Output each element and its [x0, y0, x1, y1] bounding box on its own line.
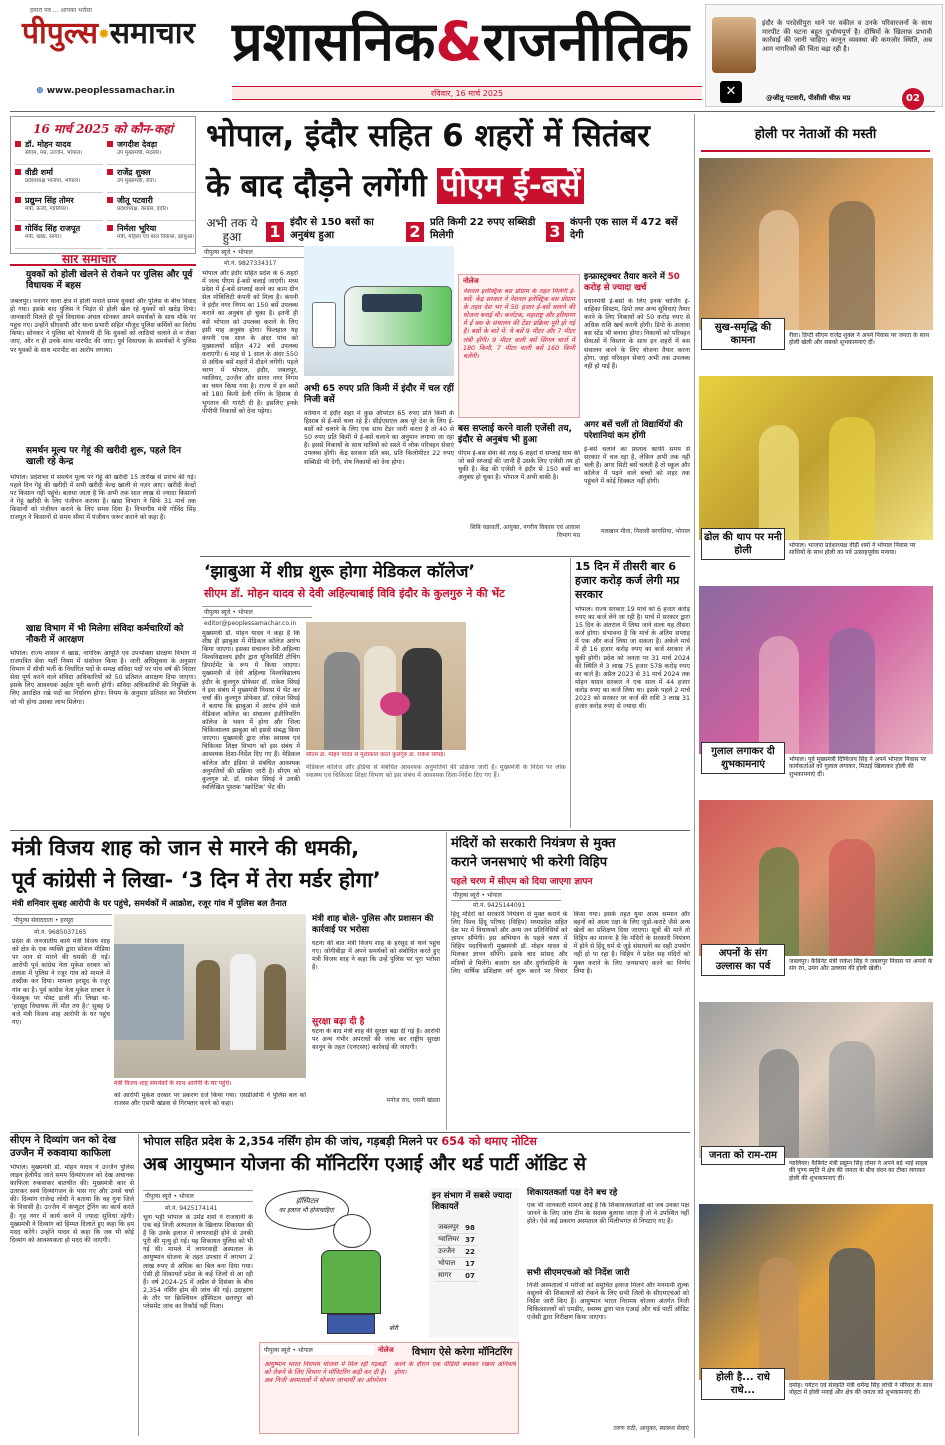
quote-by: सिबि चक्रवर्ती, आयुक्त, नगरीय विकास एवं आवास विभाग मप्र	[470, 524, 580, 539]
saar-samachar	[10, 246, 196, 718]
jhabua-byline	[202, 606, 312, 618]
kaun-kahan-title: 16 मार्च 2025 को कौन-कहां	[33, 122, 173, 136]
students-head: अगर बसें चलीं तो विद्यार्थियों की परेशानियां कम होंगी	[584, 420, 683, 441]
bullet-icon	[107, 197, 113, 203]
notes-tag: नोलेज	[463, 277, 479, 285]
directive-by: तरुण राठी, आयुक्त, स्वास्थ्य सेवाएं	[613, 1425, 689, 1432]
holi-photo	[699, 1002, 933, 1158]
holi-column	[694, 114, 936, 1438]
security-body: घटना के बाद मंत्री शाह की सुरक्षा बढ़ा दी गई है। आरोपी पर अन्य गंभीर अपराधों की जांच कर राष्ट्रीय सुरक्षा कानून के तहत (एनएसए) कार्रवाई की जाएगी।	[312, 1028, 440, 1052]
divyang-body: भोपाल। मुख्यमंत्री डॉ. मोहन यादव ने उज्जैन पुलिस लाइन हेलीपैड जाते समय दिव्यांगजन को देख अचानक काफिला रुकवाकर बातचीत की। मुख्यमंत्री कार से उतरकर स्वयं दिव्यांगजन के पास गए और उनसे चर्चा की। दिव्यांग राजेन्द्र लोधी ने बताया कि वह गुना जिले के निवासी है। उज्जैन में कंप्यूटर ट्रेनिंग का कार्य करते हैं। गृह नगर में कार्य करने में ज्यादा सुविधा रहेगी। मुख्यमंत्री ने दिव्यांग को हिम्मत दिलाते हुए कहा कि हम मदद करेंगे। उन्होंने यादव से कहा कि जब भी कोई दिव्यांग को आवश्यकता हो मदद की जाएगी।	[10, 1164, 134, 1244]
brand-logo	[22, 16, 195, 53]
infra-head	[584, 272, 690, 294]
people-grid	[15, 139, 193, 251]
stats-row	[435, 1270, 478, 1282]
security-head: सुरक्षा बढ़ा दी है	[312, 1017, 365, 1027]
masthead-divider	[10, 111, 935, 112]
stats-row	[435, 1222, 478, 1234]
lead-col2: वर्तमान में इंदौर शहर में कुछ ऑपरेटर 65 रुपए प्रति किमी के हिसाब से ई-बसें चला रहे हैं। सीईएसएल अब पूरे देश के लिए ई-बसों को चलाने के लिए एक साथ टेंडर जारी करता है तो 40 से 50 रुपए प्रति किमी में ई-बसें चलाने का अनुमान लगाया जा रहा है। इससे निकायों के साथ यात्रियों को सस्ते में लोक परिवहन सेवाएं उपलब्ध होंगी। केंद्र सरकार प्रति बस, प्रति किलोमीटर 22 रुपए सब्सिडी भी देगी, शेष निकायों को देना होगा।	[304, 410, 454, 466]
directive-body: निजी अस्पतालों में मरीजों को समुचित इलाज मिलने और मनमानी शुल्क वसूलने की शिकायतों को रोकने के लिए सभी जिलों के सीएमएचओ को निर्देश जारी किए हैं। आयुष्मान भारत निरामय योजना अंतर्गत निजी चिकित्सालयों को एमडीए, स्वस्थ्य द्वारा पात्र एआई और थर्ड पार्टी ऑडिट एजेंसी द्वारा निरीक्षण किया जाएगा।	[527, 1282, 689, 1322]
cartoon	[259, 1188, 425, 1338]
holi-item	[699, 800, 933, 996]
section-title-1: प्रशासनिक	[232, 10, 436, 73]
stats-value: 98	[462, 1222, 478, 1234]
person-name: वीडी शर्मा	[25, 168, 53, 177]
point-number: 3	[546, 222, 564, 242]
person-role: सीएम, मप्र, उज्जैन, भोपाल।	[25, 150, 83, 156]
jhabua-body: मुख्यमंत्री डॉ. मोहन यादव ने कहा है कि शीघ्र ही झाबुआ में मेडिकल कॉलेज आरंभ किया जाएगा। इसका संचालन देवी अहिल्या विश्वविद्यालय इंदौर द्वारा यूनिवर्सिटी टीचिंग डिपार्टमेंट के रूप में किया जाएगा। मुख्यमंत्री से देवी अहिल्या विश्वविद्यालय इंदौर के कुलगुरु प्रोफेसर डॉ. राकेश सिंघई ने इस संबंध में मुख्यमंत्री निवास में भेंट कर चर्चा की। कुलगुरु प्रोफेसर डॉ. राकेश सिंघई ने बताया कि झाबुआ में आरंभ होने वाले मेडिकल कॉलेज का संचालन इंजीनियरिंग कॉलेज के भवन में होगा और जिला चिकित्सालय झाबुआ को इससे संबद्ध किया जाएगा। मुख्यमंत्री द्वारा लोक स्वास्थ्य एवं चिकित्सा शिक्षा विभाग को इस संबंध में आवश्यक दिशा-निर्देश दिए गए हैं। मेडिकल कॉलेज और इंडिया से संबंधित आवश्यक अनुमतियों की प्रक्रिया जारी है। सीएम को कुलगुरु प्रो. डॉ. राकेश सिंघई ने उनकी स्वलिखित पुस्तक ‘स्क्रोटिक’ भेंट की।	[202, 630, 300, 791]
jhabua-body-2: मेडिकल कॉलेज और इंडिया से संबंधित आवश्यक अनुमतियों की प्रक्रिया जारी है। मुख्यमंत्री के निर्देश पर लोक स्वास्थ्य एवं चिकित्सा शिक्षा विभाग को इस संबंध में आवश्यक दिशा-निर्देश दिए गए हैं।	[306, 764, 566, 780]
holi-photo-figure	[759, 847, 799, 956]
nursing-head-1b: 654 को थमाए नोटिस	[441, 1135, 537, 1148]
bullet-icon	[107, 141, 113, 147]
note-tag: नोलेज	[378, 1346, 394, 1354]
person-entry	[107, 195, 195, 221]
lead-headline-1: भोपाल, इंदौर सहित 6 शहरों में सितंबर	[206, 118, 650, 154]
karz-body: भोपाल। राज्य सरकार 19 मार्च को 6 हजार करोड़ रुपए का कर्ज लेने जा रही है। मार्च में सरकार द्वारा 15 दिन के अंतराल में लिया जाने वाला यह तीसरा कर्ज होगा। संभावना है कि मार्च के अंतिम सप्ताह में एक और कर्ज लिया जा सकता है। अकेले मार्च में ही 16 हजार करोड़ रुपए का कर्ज सरकार ले चुकी होगी। प्रदेश को जनता पर 31 मार्च 2024 की स्थिति में 3 लाख 75 हजार 578 करोड़ रुपए का कर्ज है। अप्रैल 2023 से 31 मार्च 2024 तक मोहन यादव सरकार ने एक साल में 44 हजार करोड़ रुपए का कर्ज लिया था। इसके पहले 2 मार्च 2023 को सरकार पर कर्ज की राशि 3 लाख 31 हजार करोड़ रुपए से ज्यादा थी।	[575, 606, 690, 711]
stats-value: 37	[462, 1234, 478, 1246]
holi-title-bar	[701, 118, 930, 152]
person-name: जगदीश देवड़ा	[117, 140, 158, 149]
story-body: भोपाल। प्रदेशभर में समर्थन मूल्य पर गेहूं की खरीदी 15 तारीख से प्रारंभ की गई। पहले दिन गेहूं की खरीदी में सभी खरीदी केन्द्र खाली से नज़र आए। खरीदी केन्द्रों पर किसान नहीं पहुंचे। बताया जाता है कि अभी तक सात लाख से ज्यादा किसानों ने गेहूं खरीदी के लिए पंजीयन कराया है। खाद्य विभाग ने सिर्फ 31 मार्च तक किसानों को पंजीयन कराने के लिए समय दिया है। विभागीय मंत्री गोविंद सिंह राजपूत ने किसानों से समय सीमा में पंजीयन जरूर कराने को कहा है।	[10, 474, 196, 522]
person-shape	[324, 652, 360, 750]
shah-body: प्रदेश के जनजातीय कार्य मंत्री विजय शाह को क्षेत्र के एक व्यक्ति द्वारा सोशल मीडिया पर जान से मारने की धमकी दी गई। आरोपी पूर्व कांग्रेस नेता मुकेश दरबार को तलाश में पुलिस ने रजूर गांव को मामले में तस्दीक कर दिया। मामला हरसूद के रजूर गांव का है। पूर्व कांग्रेस नेता मुकेश दरबार ने फेसबुक पर पोस्ट डाली थी। लिखा था- 'हरसूद विधायक तेरे मौत तय है।' सुबह 9 बजे मंत्री विजय शाह आरोपी के घर पहुंच गए।	[12, 938, 110, 1026]
person-entry	[107, 167, 195, 193]
cartoonist-sign: बोरी	[389, 1325, 398, 1332]
website-row	[36, 86, 175, 96]
notes-box	[458, 274, 580, 418]
holi-item	[699, 376, 933, 580]
ebus-photo	[304, 246, 454, 376]
holi-photo	[699, 586, 933, 754]
point-text: इंदौर से 150 बसों का अनुबंध हुआ	[290, 217, 374, 241]
jhabua-photo-caption: सीएम डॉ. मोहन यादव से मुलाकात करते कुलगुरु डॉ. राकेश सिंघई।	[306, 752, 446, 758]
masthead	[0, 0, 945, 110]
gate-shape	[114, 944, 184, 1040]
person-name: गोविंद सिंह राजपूत	[25, 224, 81, 233]
website-link[interactable]: www.peoplessamachar.in	[46, 86, 175, 96]
holi-photo-figure	[829, 417, 875, 540]
abhi-tak: अभी तक ये हुआ	[206, 216, 258, 244]
person-entry	[15, 167, 103, 193]
bouquet-shape	[380, 692, 410, 716]
section-amp: &	[435, 10, 483, 73]
story-head: समर्थन मूल्य पर गेहूं की खरीदी शुरू, पहले दिन खाली रहे केन्द्र	[26, 446, 181, 467]
holi-item	[699, 158, 933, 370]
stats-rows	[435, 1222, 478, 1282]
vhp-body: हिंदू मंदिरों को सरकारी नियंत्रण से मुक्त कराने के लिए विश्व हिंदू परिषद (विहिप) मध्यप्रदेश सहित देश भर में विधायकों और अन्य जन प्रतिनिधियों को ज्ञापन सौंपेगी। इस अभियान के पहले चरण में विहिप पदाधिकारी मुख्यमंत्री डॉ. मोहन यादव से मिलकर ज्ञापन सौंपेंगे। इसके बाद सांसद और मंत्रियों से मिलेंगे। बजरंग दल और दुर्गावाहिनी के लिए वार्षिक प्रशिक्षण वर्ग शुरू करने पर विचार किया गया। इसके तहत युवा आत्म सम्मान और बहनों को आत्म रक्षा के लिए जूडो-कराटे जैसे अन्य खेलों का प्रशिक्षण दिया जाएगा। सूत्रों की मानें तो विहिप का मानना है कि मंदिरों के सरकारी नियंत्रण में होने से हिंदू धर्म से जुड़े संसाधनों का सही उपयोग नहीं हो पा रहा है। विहिप ने प्रदेश सह मंदिरों को मुक्त कराने के लिए जनसभाएं करने का निर्णय लिया है।	[451, 911, 690, 975]
bullet-icon	[15, 141, 21, 147]
person-role: उप मुख्यमंत्री, मंदसौर।	[117, 150, 162, 156]
date-bar	[232, 86, 702, 100]
holi-caption: दमोह। पर्यटन एवं संस्कृति मंत्री धर्मेन्द्र सिंह लोधी ने परिवार के साथ नोहटा में होली मनाई और क्षेत्र की जनता को शुभकामनाएं दीं।	[789, 1382, 933, 1397]
holi-label: सुख-समृद्धि की कामना	[701, 318, 785, 350]
note-body: आयुष्मान भारत निरामय योजना में मिल रही गड़बड़ी को रोकने के लिए विभाग ने मॉनिटरिंग कड़ी कर दी है। अब निजी अस्पतालों में योजना लाभार्थी का ऑपरेशन करने के दौरान एक वीडियो बनाकर रखना अनिवार्य होगा।	[264, 1361, 516, 1385]
holi-label: जनता को राम-राम	[701, 1146, 785, 1165]
person-name: प्रद्युम्न सिंह तोमर	[25, 196, 74, 205]
stats-title: इन संभाग में सबसे ज्यादा शिकायतें	[432, 1191, 512, 1212]
date-text: रविवार, 16 मार्च 2025	[430, 89, 504, 98]
jhabua-photo	[306, 622, 466, 750]
bubble-line-1: हॉस्पिटल	[295, 1197, 319, 1205]
holi-item	[699, 1002, 933, 1198]
shah-mob: मो.नं. 9685037165	[34, 929, 87, 936]
nursing-head-1a: भोपाल सहित प्रदेश के 2,354 नर्सिंग होम की जांच, गड़बड़ी मिलने पर	[143, 1135, 438, 1148]
stats-value: 22	[462, 1246, 478, 1258]
stats-city: उज्जैन	[435, 1246, 462, 1258]
holi-label: अपनों के संग उल्लास का पर्व	[701, 944, 785, 976]
complaint-body: एक भी जानकारी सामने आई है कि शिकायतकर्ताओं को जब उनका पक्ष जानने के लिए जांच टीम के सदस्य बुलाया जाता है तो वे उपस्थित नहीं होते। ऐसे कई प्रकरण अस्पताल की मिलीभगत से निपटाए गए हैं।	[527, 1202, 689, 1226]
bubble-line-2: का इलाज भी होनाचाहिए!	[278, 1207, 336, 1214]
karz-story	[570, 558, 690, 828]
byline-text: पीपुल्स ब्यूरो • भोपाल	[264, 1347, 313, 1354]
page-number: 02	[902, 88, 924, 110]
holi-photo-figure	[829, 1248, 875, 1380]
byline-text: पीपुल्स ब्यूरो • भोपाल	[145, 1193, 194, 1200]
stats-city: भोपाल	[435, 1258, 462, 1270]
lead-headline-2	[206, 166, 584, 206]
holi-label: होली है... राधे राधे...	[701, 1368, 785, 1400]
x-icon: ✕	[720, 81, 742, 103]
holi-item	[699, 586, 933, 794]
story-head: युवकों को होली खेलने से रोकने पर पुलिस और पूर्व विधायक में बहस	[26, 270, 193, 291]
byline-text: पीपुल्स ब्यूरो • भोपाल	[204, 609, 253, 616]
students-by: मलखान मीना, निवासी बरगसिया, भोपाल	[600, 528, 690, 535]
story-body: भोपाल। राज्य शासन ने खाद्य, नागरिक आपूर्ति एवं उपभोक्ता संरक्षण विभाग में राजपत्रित सेवा भर्ती नियम में संशोधन किया है। जारी अधिसूचना के अनुसार विभाग में सीधी भर्ती के निर्धारित पदों के समक्ष संविदा पदों पर पांच वर्ष की निरंतर सेवा पूर्ण करने वाले संविदा अधिकारियों को 50 प्रतिशत आरक्षण दिया जाएगा। इसके लिए आवश्यक अर्हता पूरी करनी होगी। संविदा अधिकारियों की नियुक्ति के लिए आरक्षित रखे पदों का निर्धारण होगा। नियम के अनुसार प्रतिशत का निर्धारण जो भी होगा उसका लाभ मिलेगा।	[10, 650, 196, 706]
brand-tagline: हमारा पत्र ... आपका भरोसा	[30, 7, 92, 14]
nursing-mob: मो.नं. 9425174141	[165, 1205, 218, 1212]
saar-title-bar	[10, 248, 196, 266]
tweet-text: इंदौर के परदेसीपुरा थाने पर वकील व उनके परिवारजनों के साथ मारपीट की घटना बहुत दुर्भाग्यपूर्ण है। दोषियों के खिलाफ़ प्रभावी कार्रवाई की जानी चाहिए। कानून व्यवस्था की कमजोर स्थिति, अब आम नागरिकों की चिंता बढ़ा रही है।	[762, 19, 932, 53]
vhp-mob: मो.नं. 9425144091	[473, 902, 526, 909]
jhabua-story	[200, 558, 568, 828]
person-role: मंत्री, ऊर्जा, ग्वालियर।	[25, 206, 69, 212]
section-title	[232, 10, 689, 74]
cartoon-head	[333, 1214, 371, 1248]
holi-label: ढोल की थाप पर मनी होली	[701, 528, 785, 560]
holi-photo-figure	[759, 425, 799, 540]
person-role: मंत्री, खाद्य, सागर।	[25, 234, 62, 240]
shah-head-2	[12, 866, 381, 894]
holi-photo	[699, 1204, 933, 1380]
bus-caption: अभी 65 रुपए प्रति किमी में इंदौर में चल रहीं निजी बसें	[304, 384, 454, 405]
holi-photo	[699, 158, 933, 330]
sun-icon: ✹	[98, 26, 110, 43]
shah-head-2a: पूर्व कांग्रेसी ने लिखा-	[12, 868, 174, 892]
note-box	[259, 1342, 519, 1434]
stats-value: 07	[462, 1270, 478, 1282]
lead-mob: मो.नं. 9827334317	[224, 260, 277, 267]
point-number: 1	[266, 222, 284, 242]
kaun-kahan-box	[10, 116, 196, 254]
saar-title: सार समाचार	[62, 252, 117, 266]
tweet-author: @जीतू पटवारी, पीसीसी चीफ़ मप्र	[766, 94, 851, 102]
vhp-story	[446, 832, 690, 1130]
person-shape	[196, 960, 220, 1050]
vhp-byline	[451, 889, 561, 901]
directive-head: सभी सीएमएचओ को निर्देश जारी	[527, 1268, 630, 1278]
person-role: मंत्री, महिला एवं बाल विकास, झाबुआ।	[117, 234, 195, 240]
point-text: कंपनी एक साल में 472 बसें देगी	[570, 217, 678, 241]
charger-shape	[312, 302, 336, 348]
section-title-2: राजनीतिक	[482, 10, 689, 73]
divyang-head	[10, 1134, 134, 1160]
globe-icon: ⊕	[36, 86, 44, 96]
vhp-sub: पहले चरण में सीएम को दिया जाएगा ज्ञापन	[451, 877, 593, 887]
holi-title: होली पर नेताओं की मस्ती	[754, 127, 877, 142]
person-entry	[15, 139, 103, 165]
cartoon-legs	[327, 1314, 375, 1334]
stats-row	[435, 1258, 478, 1270]
holi-caption: ग्वालियर। कैबिनेट मंत्री प्रद्युम्न सिंह तोमर ने अपने बड़े भाई साहब की पुण्य स्मृति में क्षेत्र की जनता के बीच वंदन का टीका लगाकर होली की शुभकामनाएं दीं।	[789, 1160, 928, 1182]
holi-photo	[699, 376, 933, 540]
tweet-avatar	[712, 17, 756, 73]
bullet-icon	[107, 225, 113, 231]
quote-head: बस सप्लाई करने वाली एजेंसी तय, इंदौर से अनुबंध भी हुआ	[458, 424, 572, 445]
bottom-divider	[10, 1132, 690, 1133]
holi-photo-figure	[759, 1049, 799, 1158]
byline-text: पीपुल्स ब्यूरो • भोपाल	[453, 892, 502, 899]
stats-table	[435, 1222, 478, 1282]
students-body: ई-बसें चलाने का प्रस्ताव काफी समय से सरकार में चल रहा है, लेकिन अभी तक नहीं चली हैं। अगर सिटी बसें चलती हैं तो स्कूल और कॉलेज में पढ़ने वाले बच्चों को शहर तक पहुंचने में कोई दिक्कत नहीं होगी।	[584, 446, 690, 486]
cartoon-body	[321, 1250, 381, 1314]
divyang-head-text: सीएम ने दिव्यांग जन को देख उज्जैन में रुकवाया काफिला	[10, 1135, 116, 1159]
holi-photo-figure	[829, 1041, 875, 1158]
lead-byline	[202, 246, 312, 258]
shah-byline	[12, 914, 112, 926]
jhabua-email: editor@peoplessamachar.co.in	[204, 620, 297, 627]
lead-col1: भोपाल और इंदौर सहित प्रदेश के 6 शहरों में जल्द पीएम ई-बसें चलाई जाएंगी। मध्य प्रदेश में ई-बसें सप्लाई करने का काम ग्रीन सेल मोबिलिटी कंपनी को मिला है। कंपनी ने इंदौर नगर निगम का 150 बसें उपलब्ध कराने का अनुबंध हो चुका है। इतनी ही बसें भोपाल को उपलब्ध कराने के लिए इसी माह अनुबंध होगा। फिलहाल यह कंपनी एक साल के अंदर पांच को मुख्यालयों सहित 472 बसें उपलब्ध कराएगी। 6 माह से 1 साल के अंदर 550 से अधिक बसें शहरों में दौड़ने लगेंगी। पहले चरण में भोपाल, इंदौर, जबलपुर, ग्वालियर, उज्जैन और सागर नगर निगम का चयन किया गया है। राज्य में इन बसों को 180 किमी डेली रनिंग के हिसाब से भुगतान की गारंटी दी है। इसलिए इनके पीपीपी निकायों को देना पड़ेगा।	[202, 270, 298, 415]
security-by: मनोज राय, एसपी खंडवा	[386, 1097, 440, 1104]
byline-text: पीपुल्स ब्यूरो • भोपाल	[204, 249, 253, 256]
karz-head: 15 दिन में तीसरी बार 6 हजार करोड़ कर्ज लेगी मप्र सरकार	[575, 560, 680, 601]
infra-head-text: इन्फ्रास्ट्रक्चर तैयार करने में	[584, 272, 665, 282]
lead-headline-2a: के बाद दौड़ने लगेंगी	[206, 168, 427, 204]
story-body: जबलपुर। पनागर थाना क्षेत्र में होली मनाते समय युवकों और पुलिस के बीच विवाद हो गया। इसके बाद पुलिस ने भिड़ंत से होली खेल रहे युवकों को खदेड़ दिया। जानकारी मिलते ही पूर्व विधायक अंचल सोनकर अपने समर्थकों के साथ मौके पर पहुंच गए। उन्होंने सीएसपी और थाना प्रभारी सहित मौजूद पुलिस कर्मियों का विरोध किया। सोनकर ने पुलिस को चेतावनी दी कि युवकों को लाठियां चलाने से न रोका जाए, और न ही उनके साथ मारपीट की जाए। पूर्व विधायक के समर्थकों ने पुलिस पर युवकों के साथ मारपीट का आरोप लगाया।	[10, 298, 196, 354]
person-role: प्रदेशाध्यक्ष, कांग्रेस, इंदौर।	[117, 206, 169, 212]
story-head: खाद्य विभाग में भी मिलेगा संविदा कर्मचारियों को नौकरी में आरक्षण	[26, 624, 184, 645]
holi-photo-figure	[829, 839, 875, 956]
shah-head-1: मंत्री विजय शाह को जान से मारने की धमकी,	[12, 836, 360, 860]
brand-name: पीपुल्स	[22, 16, 99, 51]
person-entry	[15, 195, 103, 221]
point-text: प्रति किमी 22 रुपए सब्सिडी मिलेगी	[430, 217, 536, 241]
jhabua-sub: सीएम डॉ. मोहन यादव से देवी अहिल्याबाई विवि इंदौर के कुलगुरु ने की भेंट	[204, 587, 505, 600]
holi-photo-figure	[759, 636, 799, 754]
holi-photo-figure	[759, 210, 799, 330]
stats-box	[429, 1188, 519, 1338]
shah-head-2b: ‘3 दिन में तेरा मर्डर होगा’	[180, 868, 381, 892]
holi-item	[699, 1204, 933, 1420]
shah-photo-caption: मंत्री विजय शाह समर्थकों के साथ आरोपी के घर पहुंचे।	[114, 1080, 232, 1087]
jhabua-divider	[200, 556, 690, 557]
stats-row	[435, 1234, 478, 1246]
person-name: डॉ. मोहन यादव	[25, 140, 71, 149]
holi-photo	[699, 800, 933, 956]
notes-body: नेशनल इलेक्ट्रिक बस प्रोग्राम के तहत मिलेगी ई-बसें: केंद्र सरकार ने नेशनल इलेक्ट्रिक बस प्रोग्राम के तहत देश भर में 50 हजार ई-बसें चलाने की योजना बनाई थी। कर्नाटक, महाराष्ट्र और हरियाणा में ई बस के संचालन की टेंडर प्रक्रिया पूरी हो गई है। बसों के बारे में: ये बसें 9 मीटर और 7 मीटर लंबी होंगी। 9 मीटर वाली बसें सिंगल चार्ज में 180 किमी, 7 मीटर वाली बसें 160 किमी चलेंगी।	[463, 288, 575, 360]
nursing-head-1	[143, 1134, 537, 1150]
holi-label: गुलाल लगाकर दी शुभकामनाएं	[701, 742, 785, 774]
nursing-byline	[143, 1190, 253, 1202]
person-entry	[107, 139, 195, 165]
bullet-icon	[15, 197, 21, 203]
holi-photo-figure	[829, 201, 875, 330]
person-name: राजेंद्र शुक्ल	[117, 168, 151, 177]
lead-point	[546, 216, 684, 252]
infra-head-red: 50 करोड़ से ज्यादा खर्च	[584, 272, 680, 293]
holi-caption: भोपाल। भाजपा प्रदेशाध्यक्ष वीडी शर्मा ने भोपाल निवास पर साथियों के साथ होली का पर्व उत्साहपूर्वक मनाया।	[789, 542, 916, 557]
stats-city: सागर	[435, 1270, 462, 1282]
brand-name-2: समाचार	[109, 16, 195, 51]
bullet-icon	[15, 225, 21, 231]
stats-city: ग्वालियर	[435, 1234, 462, 1246]
point-number: 2	[406, 222, 424, 242]
holi-caption: रीवा। डिप्टी सीएम राजेंद्र शुक्ल ने अपने निवास पर जनता के साथ होली खेली और सबको शुभकामनाएं दीं।	[789, 332, 930, 347]
infra-body: प्रधानमंत्री ई-बसों के लिए इनके चार्जिंग ई-वाहिका सिस्टम, डिपो तथा अन्य सुविधाएं तैयार करने के लिए निकायों को 50 करोड़ रुपए से अधिक राशि खर्च करनी होगी। डिपो के अलावा बस स्टेंड भी बनाना होगा। निकायों को परिवहन सेवाओं में विस्तार के साथ इन शहरों में बस संचालन करने के लिए योजना तैयार करना होगा, जहां परिवहन सेवाएं अभी तक उपलब्ध नहीं हो पाई हैं।	[584, 298, 690, 370]
stats-city: जबलपुर	[435, 1222, 462, 1234]
stats-value: 17	[462, 1258, 478, 1270]
shah-photo	[114, 914, 306, 1078]
holi-photo-figure	[759, 1257, 799, 1380]
bullet-icon	[15, 169, 21, 175]
nursing-head-2: अब आयुष्मान योजना की मॉनिटरिंग एआई और थर्ड पार्टी ऑडिट से	[143, 1154, 587, 1175]
nursing-body: चूना भट्टी भोपाल के उमेंद्र शर्मा ने राजधानी के एक बड़े निजी अस्पताल के खिलाफ शिकायत की है कि उनके इलाज में लापरवाही होने से उनकी पूरी की मृत्यु हो गई। यह शिकायत पुलिस को भी गई थी। मामले में लापरवाही अस्पताल के आयुष्मान योजना के तहत उपचार में लगभग 2 लाख रुपए से अधिक का बिल बना दिया गया। ऐसी ही शिकायतें प्रदेश के कई जिलों से आ रही हैं। वर्ष 2024-25 में अप्रैल से दिसंबर के बीच 2,354 नर्सिंग होम की जांच की गई। उदाहरण के तौर पर क्रिश्चियन हॉस्पिटल छतरपुर को प्लेसमेंट जांच का रिकॉर्ड नहीं मिला।	[143, 1214, 253, 1311]
shah-sub: मंत्री शनिवार सुबह आरोपी के घर पहुंचे, समर्थकों में आक्रोश, रजूर गांव में पुलिस बल तैनात	[12, 898, 287, 908]
bullet-icon	[107, 169, 113, 175]
person-name: जीतू पटवारी	[117, 196, 153, 205]
vhp-head-1: मंदिरों को सरकारी नियंत्रण से मुक्त	[451, 836, 616, 851]
person-name: निर्मला भूरिया	[117, 224, 157, 233]
person-shape	[264, 964, 286, 1050]
nursing-story	[138, 1134, 690, 1436]
shah-body-2: को आरोपी मुकेश दरबार पर प्रकरण दर्ज किया गया। एसडीओपी ने पुलिस बल को राजस्व और एसपी खंडवा से गिरफ्तार करने को कहा।	[114, 1092, 306, 1108]
holi-caption: भोपाल। पूर्व मुख्यमंत्री दिग्विजय सिंह ने अपने भोपाल निवास पर कार्यकर्ताओं को गुलाल लगाकर, मिठाई खिलाकर होली की शुभकामनाएं दीं।	[789, 756, 927, 778]
stats-row	[435, 1246, 478, 1258]
note-head: विभाग ऐसे करेगा मॉनिटरिंग	[412, 1347, 513, 1358]
shah-mid-body: घटना की बात मंत्री विजय शाह के हरसूद से थाने पहुंच गए। जोगीबीड़ा में अपने समर्थकों को संबोधित करते हुए मंत्री विजय शाह ने कहा कि उन्हें पुलिस पर पूरा भरोसा है।	[312, 940, 440, 972]
quote-body: पीएम ई-बस सेवा की तरह 6 शहरों में सप्लाई याम की जो बसें सप्लाई की जानी हैं उसके लिए एजेंसी तय हो चुकी है। केंद्र की एजेंसी ने इंदौर से 150 बसों का अनुबंध हो चुका है। भोपाल में अभी बाकी है।	[458, 450, 580, 482]
holi-photo-figure	[829, 628, 875, 754]
note-byline	[262, 1345, 374, 1355]
vhp-head-2: कराने जनसभाएं भी करेगी विहिप	[451, 855, 608, 870]
jhabua-head: ‘झाबुआ में शीघ्र शुरू होगा मेडिकल कॉलेज’	[204, 562, 475, 582]
shah-divider	[10, 830, 690, 831]
byline-text: पीपुल्स संवाददाता • हरसूद	[14, 917, 74, 924]
person-role: उप मुख्यमंत्री, रीवा।	[117, 178, 157, 184]
holi-caption: जबलपुर। कैबिनेट मंत्री राकेश सिंह ने जबलपुर निवास पर अपनों के संग रंग, उमंग और उल्लास की होली खेली।	[789, 958, 933, 973]
complaint-head: शिकायतकर्ता पक्ष देने बच रहे	[527, 1188, 618, 1198]
bus-window	[362, 294, 422, 312]
shah-mid-head: मंत्री शाह बोले- पुलिस और प्रशासन की कार्रवाई पर भरोसा	[312, 914, 434, 935]
lead-story	[200, 114, 690, 554]
lead-headline-2b: पीएम ई-बसें	[437, 168, 584, 204]
shah-story	[10, 832, 442, 1130]
person-shape	[230, 954, 256, 1050]
person-role: प्रदेशाध्यक्ष भाजपा, भोपाल।	[25, 178, 81, 184]
divyang-story	[10, 1134, 134, 1434]
